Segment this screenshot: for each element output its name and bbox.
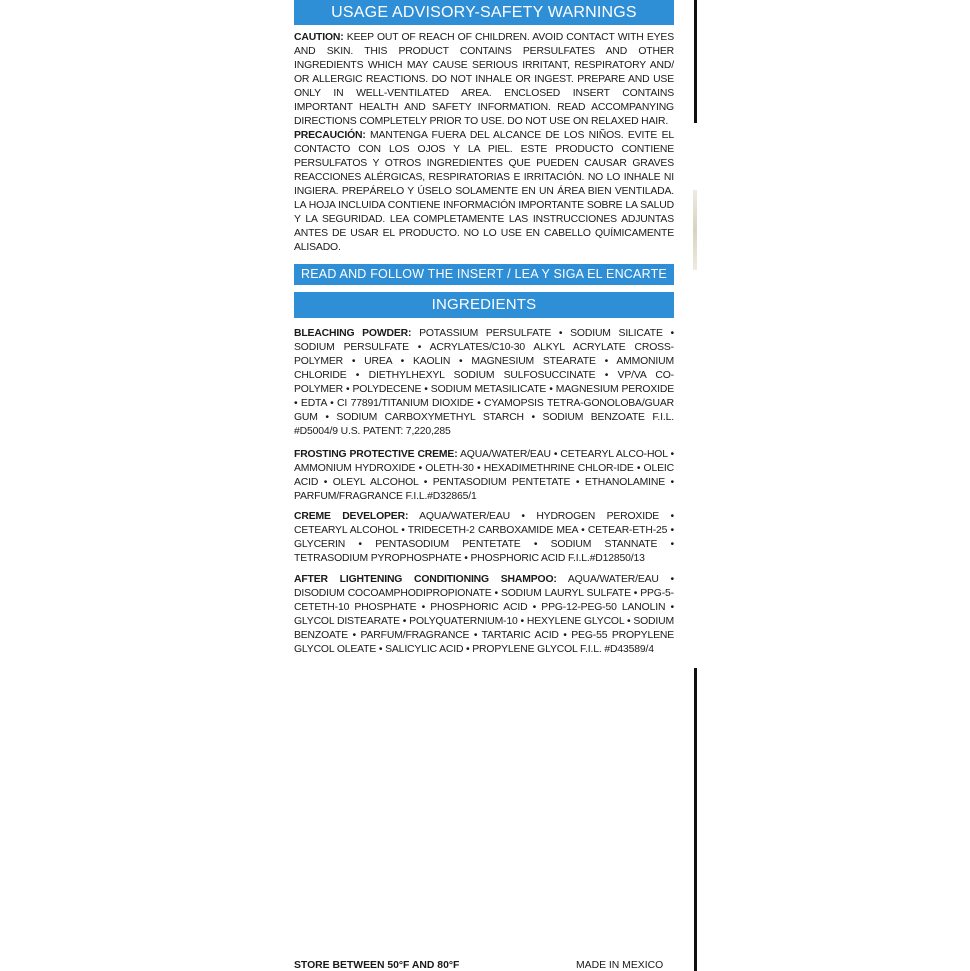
caution-label: CAUTION: [294, 32, 344, 43]
ingredients-header: INGREDIENTS [294, 292, 674, 318]
origin-note: MADE IN MEXICO [576, 960, 664, 971]
ingredient-label: BLEACHING POWDER: [294, 328, 412, 339]
ingredient-block-bleaching-powder [294, 327, 674, 439]
package-edge-line [694, 0, 697, 123]
storage-note: STORE BETWEEN 50°F AND 80°F [294, 960, 460, 971]
ingredient-list: AQUA/WATER/EAU • CETEARYL ALCO-HOL • AMMONIUM HYDROXIDE • OLETH-30 • HEXADIMETHRINE CHLOR-IDE • OLEIC ACID • OLEYL ALCOHOL • PENTASODIUM PENTETATE • ETHANOLAMINE • PARFUM/FRAGRANCE F.I.L.#D32865/1 [294, 449, 674, 502]
precaucion-paragraph [294, 129, 674, 255]
ingredient-label: CREME DEVELOPER: [294, 511, 409, 522]
ingredient-list: AQUA/WATER/EAU • DISODIUM COCOAMPHODIPROPIONATE • SODIUM LAURYL SULFATE • PPG-5-CETETH-10 PHOSPHATE • PHOSPHORIC ACID • PPG-12-PEG-50 LANOLIN • GLYCOL DISTEARATE • POLYQUATERNIUM-10 • HEXYLENE GLYCOL • SODIUM BENZOATE • PARFUM/FRAGRANCE • TARTARIC ACID • PEG-55 PROPYLENE GLYCOL OLEATE • SALICYLIC ACID • PROPYLENE GLYCOL F.I.L. #D43589/4 [294, 574, 675, 655]
precaucion-text: MANTENGA FUERA DEL ALCANCE DE LOS NIÑOS. EVITE EL CONTACTO CON LOS OJOS Y LA PIEL. ESTE PRODUCTO CONTIENE PERSULFATOS Y OTROS INGREDIENTES QUE PUEDEN CAUSAR GRAVES REACCIONES ALÉRGICAS, RESPIRATORIAS E IRRITACIÓN. NO LO INHALE NI INGIERA. PREPÁRELO Y ÚSELO SOLAMENTE EN UN ÁREA BIEN VENTILADA. LA HOJA INCLUIDA CONTIENE INFORMACIÓN IMPORTANTE SOBRE LA SALUD Y LA SEGURIDAD. LEA COMPLETAMENTE LAS INSTRUCCIONES ADJUNTAS ANTES DE USAR EL PRODUCTO. NO LO USE EN CABELLO QUÍMICAMENTE ALISADO. [294, 130, 674, 253]
insert-banner: READ AND FOLLOW THE INSERT / LEA Y SIGA EL ENCARTE [294, 264, 674, 285]
precaucion-label: PRECAUCIÓN: [294, 130, 366, 141]
safety-warnings-header: USAGE ADVISORY-SAFETY WARNINGS [294, 0, 674, 25]
caution-text: KEEP OUT OF REACH OF CHILDREN. AVOID CONTACT WITH EYES AND SKIN. THIS PRODUCT CONTAINS PERSULFATES AND OTHER INGREDIENTS WHICH MAY CAUSE SERIOUS IRRITANT, RESPIRATORY AND/ OR ALLERGIC REACTIONS. DO NOT INHALE OR INGEST. PREPARE AND USE ONLY IN WELL-VENTILATED AREA. ENCLOSED INSERT CONTAINS IMPORTANT HEALTH AND SAFETY INFORMATION. READ ACCOMPANYING DIRECTIONS COMPLETELY PRIOR TO USE. DO NOT USE ON RELAXED HAIR. [294, 32, 674, 127]
ingredient-list: POTASSIUM PERSULFATE • SODIUM SILICATE • SODIUM PERSULFATE • ACRYLATES/C10-30 ALKYL ACRYLATE CROSS-POLYMER • UREA • KAOLIN • MAGNESIUM STEARATE • AMMONIUM CHLORIDE • DIETHYLHEXYL SODIUM SULFOSUCCINATE • VP/VA CO-POLYMER • POLYDECENE • SODIUM METASILICATE • MAGNESIUM PEROXIDE • EDTA • CI 77891/TITANIUM DIOXIDE • CYAMOPSIS TETRA-GONOLOBA/GUAR GUM • SODIUM CARBOXYMETHYL STARCH • SODIUM BENZOATE F.I.L. #D5004/9 U.S. PATENT: 7,220,285 [294, 328, 674, 437]
ingredient-block-conditioning-shampoo [294, 573, 674, 657]
ingredient-list: AQUA/WATER/EAU • HYDROGEN PEROXIDE • CETEARYL ALCOHOL • TRIDECETH-2 CARBOXAMIDE MEA • CETEAR-ETH-25 • GLYCERIN • PENTASODIUM PENTETATE • SODIUM STANNATE • TETRASODIUM PYROPHOSPHATE • PHOSPHORIC ACID F.I.L.#D12850/13 [294, 511, 675, 564]
package-edge-mark [693, 190, 697, 270]
ingredient-label: AFTER LIGHTENING CONDITIONING SHAMPOO: [294, 574, 557, 585]
ingredient-block-frosting-creme [294, 448, 674, 504]
caution-paragraph [294, 31, 674, 129]
ingredient-block-creme-developer [294, 510, 674, 566]
package-edge-line [694, 668, 697, 971]
ingredient-label: FROSTING PROTECTIVE CREME: [294, 449, 458, 460]
